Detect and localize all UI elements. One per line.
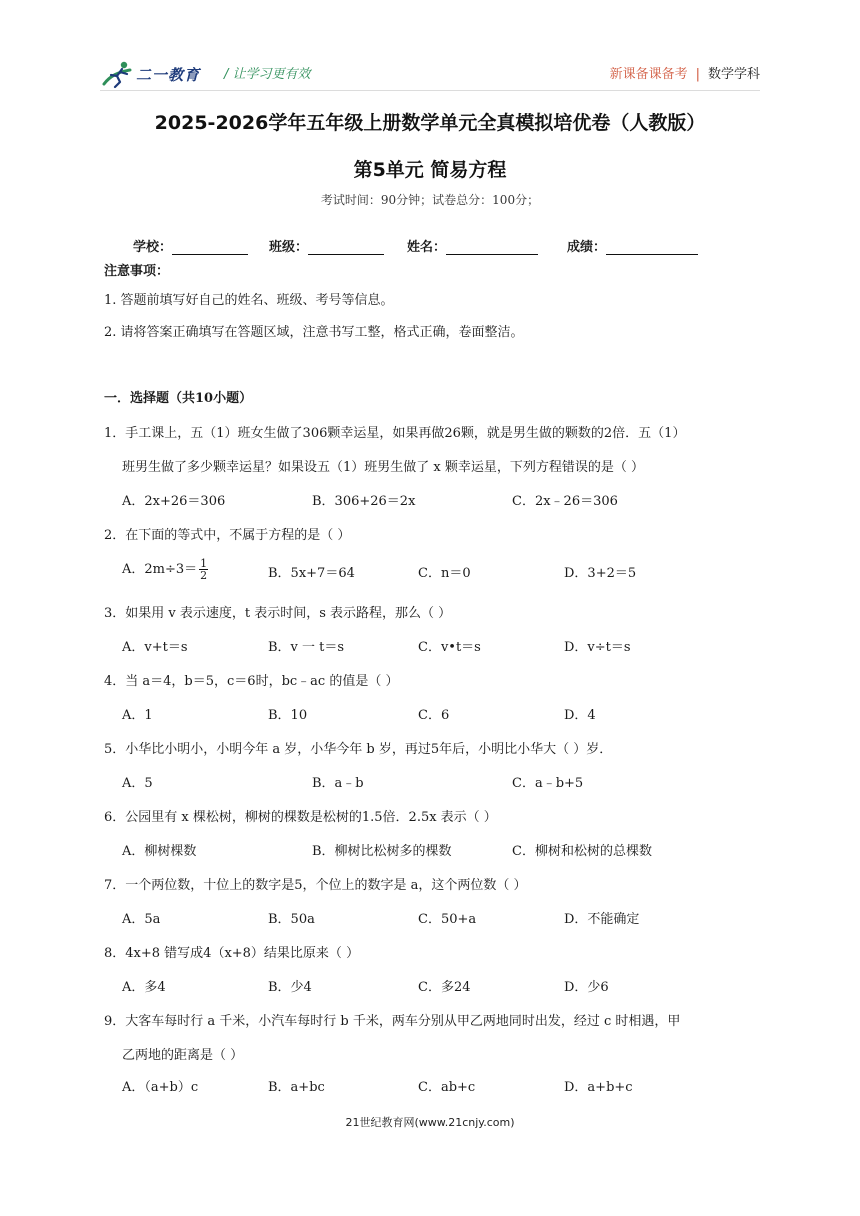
score-label: 成绩：: [567, 240, 607, 255]
option-b[interactable]: B．5x+7＝64: [268, 566, 355, 581]
fraction-denominator: 2: [200, 569, 208, 582]
class-label: 班级：: [269, 240, 309, 255]
option-d[interactable]: D．4: [564, 708, 596, 723]
name-blank[interactable]: [446, 238, 538, 255]
question-7: 7．一个两位数，十位上的数字是5，个位上的数字是 a，这个两位数（ ）: [104, 878, 527, 893]
option-a[interactable]: [122, 558, 208, 581]
option-a[interactable]: A．v+t＝s: [122, 640, 188, 655]
question-8: 8．4x+8 错写成4（x+8）结果比原来（ ）: [104, 946, 360, 961]
option-c[interactable]: C．ab+c: [418, 1080, 476, 1095]
option-d[interactable]: D．v÷t＝s: [564, 640, 631, 655]
notice-item: 2. 请将答案正确填写在答题区域，注意书写工整，格式正确，卷面整洁。: [104, 325, 524, 340]
header-separator: |: [695, 67, 700, 82]
option-b[interactable]: B．306+26＝2x: [312, 494, 416, 509]
logo-text: 二一教育: [136, 66, 201, 84]
question-6: 6．公园里有 x 棵松树，柳树的棵数是松树的1.5倍．2.5x 表示（ ）: [104, 810, 497, 825]
class-field: [269, 236, 384, 255]
question-4-options: [122, 704, 762, 724]
fraction-numerator: 1: [200, 557, 208, 570]
question-1: 1．手工课上，五（1）班女生做了306颗幸运星，如果再做26颗，就是男生做的颗数的2倍．五（1）: [104, 426, 686, 441]
option-a-text: A．2m÷3＝: [122, 562, 198, 577]
page-header: [100, 58, 760, 90]
option-a[interactable]: A．1: [122, 708, 153, 723]
question-4: 4．当 a＝4，b＝5，c＝6时，bc﹣ac 的值是（ ）: [104, 674, 399, 689]
exam-title: 2025-2026学年五年级上册数学单元全真模拟培优卷（人教版）: [154, 112, 706, 134]
question-3-options: [122, 636, 762, 656]
score-blank[interactable]: [606, 238, 698, 255]
header-right: [610, 63, 760, 82]
option-b[interactable]: B．少4: [268, 980, 312, 995]
option-b[interactable]: B．v 一 t＝s: [268, 640, 345, 655]
notice-item: 1. 答题前填写好自己的姓名、班级、考号等信息。: [104, 293, 394, 308]
option-b[interactable]: B．10: [268, 708, 308, 723]
question-1-cont: 班男生做了多少颗幸运星？如果设五（1）班男生做了 x 颗幸运星，下列方程错误的是（ ）: [122, 460, 645, 475]
score-field: [567, 236, 698, 255]
unit-title: 第5单元 简易方程: [353, 159, 507, 181]
brand-text: 新课备课备考: [609, 67, 688, 82]
option-b[interactable]: B．a﹣b: [312, 776, 364, 791]
notice-title: 注意事项：: [104, 264, 170, 279]
slogan: / 让学习更有效: [224, 67, 311, 82]
logo: [100, 58, 230, 90]
option-d[interactable]: D．a+b+c: [564, 1080, 633, 1095]
fraction: [199, 558, 208, 581]
page-footer: 21世纪教育网(www.21cnjy.com): [345, 1116, 515, 1129]
option-b[interactable]: B．50a: [268, 912, 315, 927]
question-3: 3．如果用 v 表示速度，t 表示时间，s 表示路程，那么（ ）: [104, 606, 452, 621]
question-5-options: [122, 772, 762, 792]
option-b[interactable]: B．柳树比松树多的棵数: [312, 844, 452, 859]
school-label: 学校：: [133, 240, 173, 255]
subject-text: 数学学科: [707, 67, 760, 82]
name-field: [407, 236, 538, 255]
option-a[interactable]: A．多4: [122, 980, 166, 995]
option-a[interactable]: A．2x+26＝306: [122, 494, 226, 509]
option-d[interactable]: D．少6: [564, 980, 609, 995]
question-7-options: [122, 908, 762, 928]
exam-info: 考试时间：90分钟；试卷总分：100分；: [320, 193, 540, 207]
option-c[interactable]: C．2x﹣26＝306: [512, 494, 618, 509]
option-c[interactable]: C．a﹣b+5: [512, 776, 584, 791]
school-blank[interactable]: [172, 238, 248, 255]
question-9-cont: 乙两地的距离是（ ）: [122, 1048, 244, 1063]
option-a[interactable]: A．5a: [122, 912, 161, 927]
section-title: 一．选择题（共10小题）: [104, 391, 253, 406]
question-2: 2．在下面的等式中，不属于方程的是（ ）: [104, 528, 351, 543]
question-2-options: [122, 557, 762, 582]
question-6-options: [122, 840, 762, 860]
question-8-options: [122, 976, 762, 996]
class-blank[interactable]: [308, 238, 384, 255]
option-c[interactable]: C．6: [418, 708, 450, 723]
question-9: 9．大客车每时行 a 千米，小汽车每时行 b 千米，两车分别从甲乙两地同时出发，经过 c 时相遇，甲: [104, 1014, 681, 1029]
student-info-row: [133, 236, 733, 258]
option-a[interactable]: A．柳树棵数: [122, 844, 197, 859]
option-c[interactable]: C．柳树和松树的总棵数: [512, 844, 652, 859]
question-1-options: [122, 490, 762, 510]
option-a[interactable]: A．（a+b）c: [122, 1080, 199, 1095]
option-c[interactable]: C．50+a: [418, 912, 477, 927]
option-c[interactable]: C．v•t＝s: [418, 640, 481, 655]
option-a[interactable]: A．5: [122, 776, 153, 791]
header-divider: [100, 90, 760, 91]
name-label: 姓名：: [407, 240, 447, 255]
question-5: 5．小华比小明小，小明今年 a 岁，小华今年 b 岁，再过5年后，小明比小华大（ ）岁．: [104, 742, 613, 757]
option-d[interactable]: D．3+2＝5: [564, 566, 637, 581]
option-b[interactable]: B．a+bc: [268, 1080, 325, 1095]
school-field: [133, 236, 248, 255]
option-c[interactable]: C．多24: [418, 980, 471, 995]
option-c[interactable]: C．n＝0: [418, 566, 471, 581]
question-9-options: [122, 1076, 762, 1096]
option-d[interactable]: D．不能确定: [564, 912, 640, 927]
runner-logo-icon: [100, 58, 136, 90]
